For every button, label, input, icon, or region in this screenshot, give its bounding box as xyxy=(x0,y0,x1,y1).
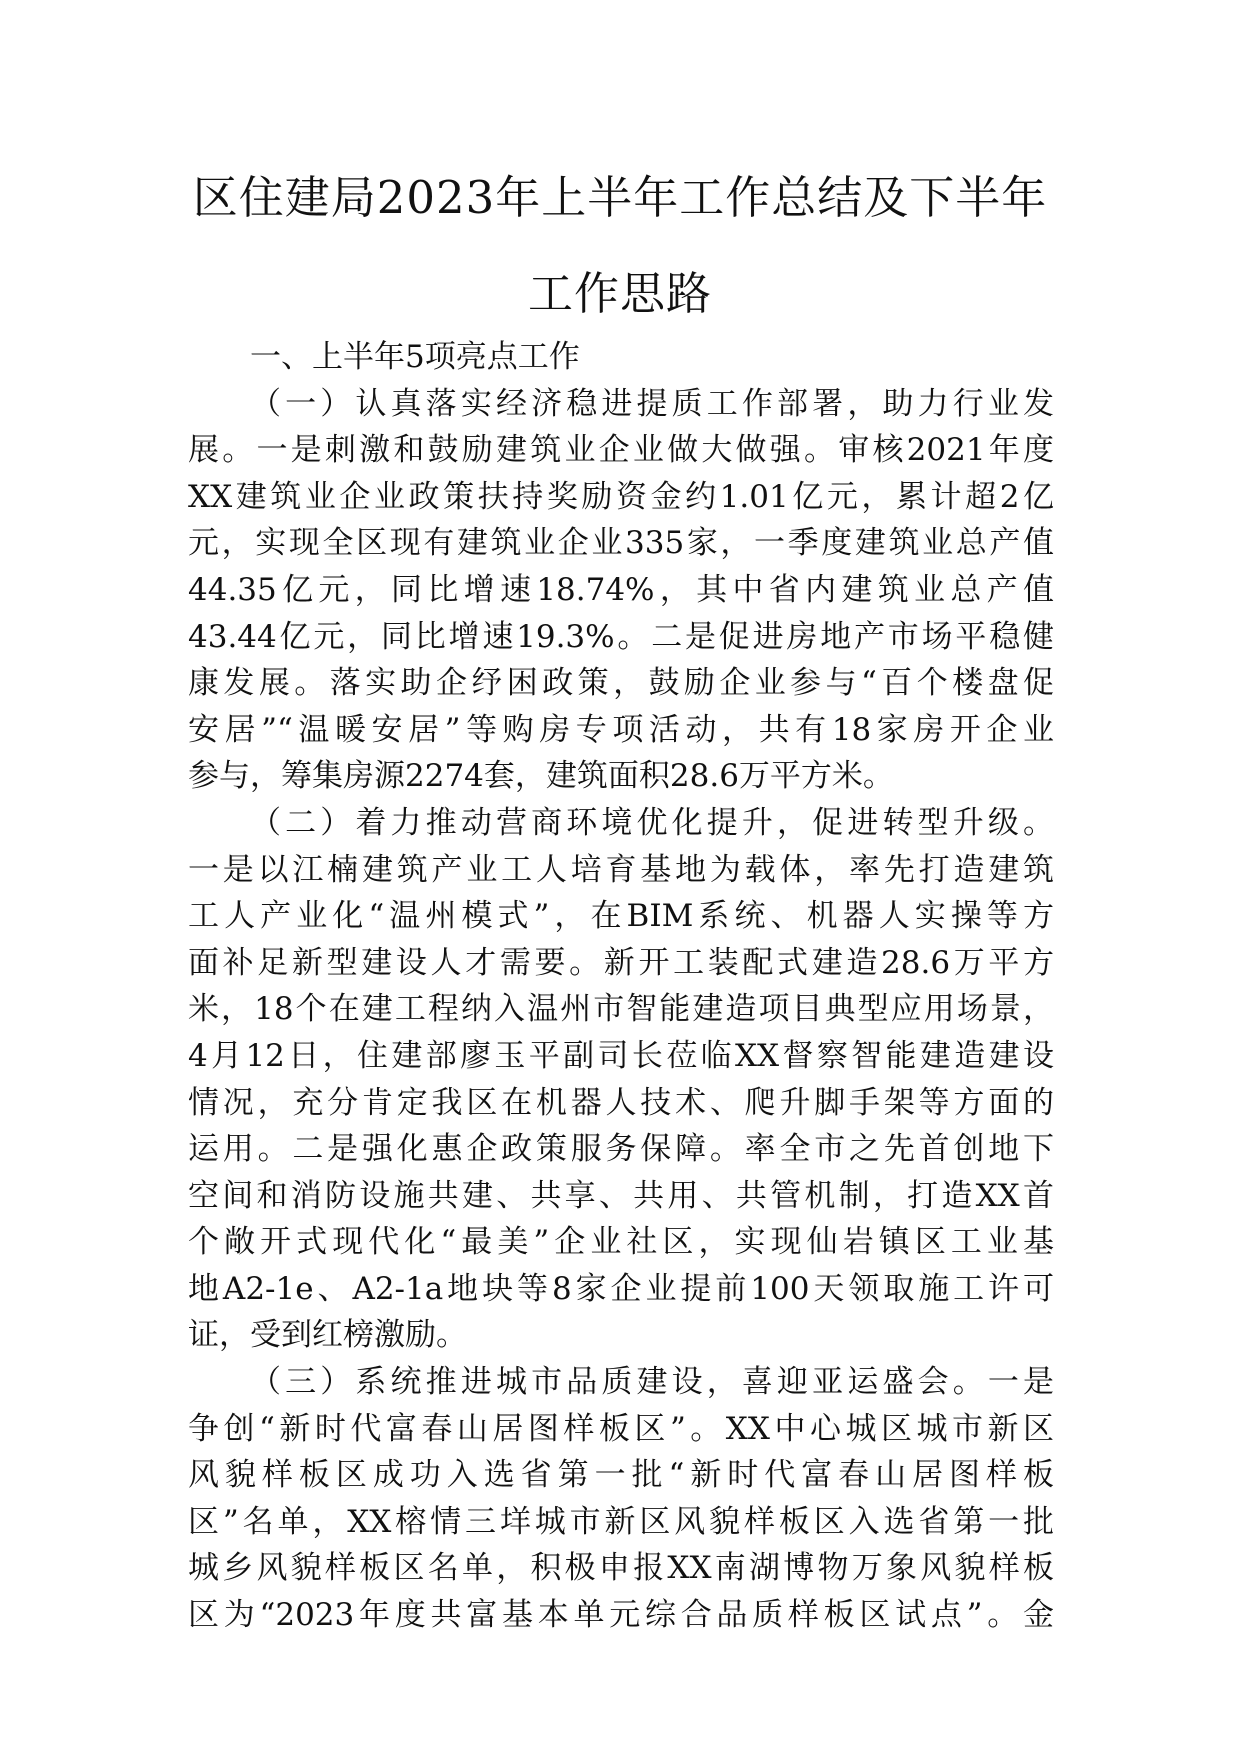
document-title-line-2: 工作思路 xyxy=(527,267,712,320)
body-line: 个敞开式现代化“最美”企业社区，实现仙岩镇区工业基 xyxy=(188,1224,1054,1261)
body-line: 米，18个在建工程纳入温州市智能建造项目典型应用场景， xyxy=(188,991,1054,1028)
body-line: 一是以江楠建筑产业工人培育基地为载体，率先打造建筑 xyxy=(188,851,1054,888)
body-line: 运用。二是强化惠企政策服务保障。率全市之先首创地下 xyxy=(188,1131,1054,1168)
body-line: 面补足新型建设人才需要。新开工装配式建造28.6万平方 xyxy=(188,944,1054,981)
body-line: 区为“2023年度共富基本单元综合品质样板区试点”。金 xyxy=(188,1597,1054,1634)
document-body xyxy=(188,334,1054,1639)
document-title-line-1: 区住建局2023年上半年工作总结及下半年 xyxy=(192,171,1048,224)
body-line: 43.44亿元，同比增速19.3%。二是促进房地产市场平稳健 xyxy=(188,618,1054,655)
body-line: 一、上半年5项亮点工作 xyxy=(250,339,580,375)
body-line: 工人产业化“温州模式”，在BIM系统、机器人实操等方 xyxy=(188,898,1054,935)
body-line: 康发展。落实助企纾困政策，鼓励企业参与“百个楼盘促 xyxy=(188,665,1054,702)
body-line: 情况，充分肯定我区在机器人技术、爬升脚手架等方面的 xyxy=(188,1084,1054,1121)
body-line: 证，受到红榜激励。 xyxy=(188,1317,467,1354)
body-line: 地A2-1e、A2-1a地块等8家企业提前100天领取施工许可 xyxy=(188,1270,1054,1307)
body-line: 44.35亿元，同比增速18.74%，其中省内建筑业总产值 xyxy=(188,571,1054,608)
body-line: 元，实现全区现有建筑业企业335家，一季度建筑业总产值 xyxy=(188,525,1054,562)
body-line: XX建筑业企业政策扶持奖励资金约1.01亿元，累计超2亿 xyxy=(188,478,1054,515)
body-line: （二）着力推动营商环境优化提升，促进转型升级。 xyxy=(250,804,1054,841)
body-line: 4月12日，住建部廖玉平副司长莅临XX督察智能建造建设 xyxy=(188,1037,1054,1074)
body-line: （三）系统推进城市品质建设，喜迎亚运盛会。一是 xyxy=(250,1364,1054,1401)
body-line: 区”名单，XX榕情三垟城市新区风貌样板区入选省第一批 xyxy=(188,1503,1054,1540)
body-line: 安居”“温暖安居”等购房专项活动，共有18家房开企业 xyxy=(188,711,1054,748)
body-line: 争创“新时代富春山居图样板区”。XX中心城区城市新区 xyxy=(188,1410,1054,1447)
body-line: 城乡风貌样板区名单，积极申报XX南湖博物万象风貌样板 xyxy=(188,1550,1054,1587)
body-line: 展。一是刺激和鼓励建筑业企业做大做强。审核2021年度 xyxy=(188,432,1054,469)
body-line: 参与，筹集房源2274套，建筑面积28.6万平方米。 xyxy=(188,758,894,795)
body-line: 风貌样板区成功入选省第一批“新时代富春山居图样板 xyxy=(188,1457,1054,1494)
body-line: （一）认真落实经济稳进提质工作部署，助力行业发 xyxy=(250,385,1054,422)
body-line: 空间和消防设施共建、共享、共用、共管机制，打造XX首 xyxy=(188,1177,1054,1214)
